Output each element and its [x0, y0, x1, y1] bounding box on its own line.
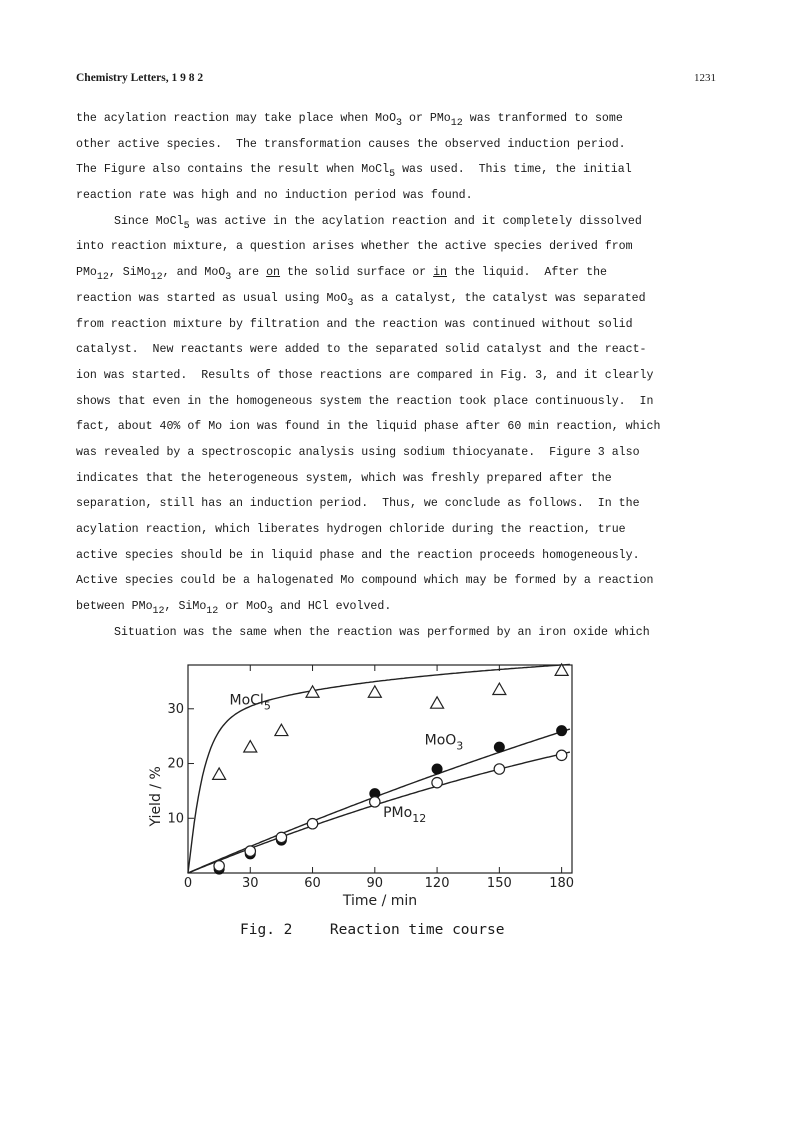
- text-line: [76, 491, 726, 517]
- figure-caption: [240, 922, 504, 938]
- point-pmo12: [494, 764, 504, 774]
- text-run: PMo: [76, 266, 97, 280]
- point-moo3: [557, 726, 567, 736]
- point-mocl5: [275, 724, 288, 735]
- caption-label: Fig. 2: [240, 922, 293, 938]
- text-line: [76, 260, 726, 286]
- text-run: the liquid. After the: [447, 266, 608, 280]
- subscript: 3: [347, 297, 354, 309]
- x-tick-label: 90: [366, 876, 384, 891]
- x-tick-label: 180: [549, 876, 575, 891]
- subscript: 12: [96, 272, 109, 284]
- text-run: as a catalyst, the catalyst was separated: [353, 291, 646, 305]
- text-line: [76, 183, 726, 209]
- point-mocl5: [431, 697, 444, 708]
- text-run: was active in the acylation reaction and it completely dissolved: [189, 214, 642, 228]
- point-mocl5: [493, 683, 506, 694]
- underlined-word: in: [433, 266, 447, 280]
- series-label-moo3: MoO$_3$: [424, 732, 464, 753]
- point-moo3: [432, 764, 442, 774]
- text-run: are: [231, 266, 267, 280]
- text-line: [76, 363, 726, 389]
- x-tick-label: 120: [424, 876, 450, 891]
- text-run: , SiMo: [108, 266, 151, 280]
- text-run: Since MoCl: [114, 214, 184, 228]
- subscript: 3: [225, 272, 232, 284]
- page-number: 1231: [694, 72, 716, 84]
- series-label-mocl5: MoCl$_5$: [229, 692, 271, 713]
- text-line: [76, 337, 726, 363]
- text-run: The Figure also contains the result when MoCl: [76, 163, 390, 177]
- text-line: [76, 440, 726, 466]
- text-run: Situation was the same when the reaction was performed by an iron oxide which: [114, 625, 650, 639]
- text-run: the acylation reaction may take place when MoO: [76, 112, 397, 125]
- x-tick-label: 0: [183, 876, 193, 891]
- subscript: 5: [389, 169, 396, 181]
- y-tick-label: 10: [167, 811, 184, 827]
- point-pmo12: [432, 777, 442, 787]
- text-line: [76, 543, 726, 569]
- point-mocl5: [213, 768, 226, 779]
- subscript: 12: [206, 606, 219, 618]
- text-run: reaction was started as usual using MoO: [76, 291, 348, 305]
- text-run: was used. This time, the initial: [395, 163, 632, 177]
- subscript: 3: [396, 118, 403, 129]
- text-run: ion was started. Results of those reactions are compared in Fig. 3, and it clearly: [76, 368, 654, 382]
- text-run: or MoO: [218, 600, 268, 614]
- figure-2: [140, 655, 580, 915]
- text-line: [76, 157, 726, 183]
- text-line: [76, 389, 726, 415]
- text-run: acylation reaction, which liberates hydrogen chloride during the reaction, true: [76, 523, 626, 536]
- text-line: [76, 620, 726, 646]
- subscript: 12: [150, 272, 163, 284]
- x-tick-label: 150: [486, 876, 512, 891]
- text-line: [76, 312, 726, 338]
- text-run: from reaction mixture by filtration and the reaction was continued without solid: [76, 317, 633, 331]
- text-line: [76, 209, 726, 235]
- text-run: , and MoO: [162, 266, 226, 280]
- subscript: 12: [152, 606, 165, 618]
- body-text: [76, 106, 726, 645]
- subscript: 5: [183, 220, 190, 232]
- point-mocl5: [244, 741, 257, 752]
- text-run: into reaction mixture, a question arises whether the active species derived from: [76, 240, 633, 254]
- point-pmo12: [370, 797, 380, 807]
- text-run: separation, still has an induction period. Thus, we conclude as follows. In the: [76, 497, 640, 511]
- text-run: reaction rate was high and no induction period was found.: [76, 189, 473, 203]
- text-run: , SiMo: [164, 600, 207, 614]
- underlined-word: on: [266, 266, 281, 280]
- journal-name: Chemistry Letters, 1 9 8 2: [76, 72, 204, 84]
- text-run: between PMo: [76, 600, 153, 614]
- point-pmo12: [307, 819, 317, 829]
- point-mocl5: [368, 686, 381, 697]
- subscript: 12: [450, 118, 463, 129]
- text-run: or PMo: [402, 112, 451, 125]
- text-run: fact, about 40% of Mo ion was found in the liquid phase after 60 min reaction, which: [76, 420, 661, 434]
- text-line: [76, 106, 726, 132]
- text-run: active species should be in liquid phase and the reaction proceeds homogeneously.: [76, 548, 640, 562]
- text-run: the solid surface or: [280, 266, 434, 280]
- point-pmo12: [245, 846, 255, 856]
- text-line: [76, 286, 726, 312]
- subscript: 3: [267, 606, 274, 618]
- text-line: [76, 414, 726, 440]
- y-tick-label: 20: [167, 756, 184, 772]
- y-axis-label: Yield / %: [148, 766, 164, 827]
- text-line: [76, 466, 726, 492]
- text-run: shows that even in the homogeneous system the reaction took place continuously. In: [76, 394, 654, 408]
- text-run: catalyst. New reactants were added to the separated solid catalyst and the react-: [76, 343, 647, 357]
- text-run: indicates that the heterogeneous system, which was freshly prepared after the: [76, 471, 612, 485]
- point-moo3: [494, 742, 504, 752]
- series-label-pmo12: PMo$_{12}$: [383, 805, 427, 826]
- text-line: [76, 234, 726, 260]
- text-line: [76, 568, 726, 594]
- text-run: was tranformed to some: [462, 112, 623, 125]
- reaction-time-course-chart: [140, 655, 580, 915]
- text-run: and HCl evolved.: [273, 600, 392, 614]
- x-tick-label: 30: [241, 876, 259, 891]
- text-line: [76, 132, 726, 158]
- y-tick-label: 30: [167, 701, 184, 717]
- x-tick-label: 60: [304, 876, 321, 891]
- text-line: [76, 594, 726, 620]
- caption-text: Reaction time course: [329, 922, 505, 938]
- text-line: [76, 517, 726, 543]
- text-run: other active species. The transformation causes the observed induction period.: [76, 137, 626, 151]
- text-run: was revealed by a spectroscopic analysis using sodium thiocyanate. Figure 3 also: [76, 445, 640, 459]
- point-pmo12: [214, 861, 224, 871]
- point-pmo12: [276, 832, 286, 842]
- text-run: Active species could be a halogenated Mo compound which may be formed by a reaction: [76, 574, 654, 588]
- x-axis-label: Time / min: [342, 893, 418, 909]
- point-pmo12: [556, 750, 566, 760]
